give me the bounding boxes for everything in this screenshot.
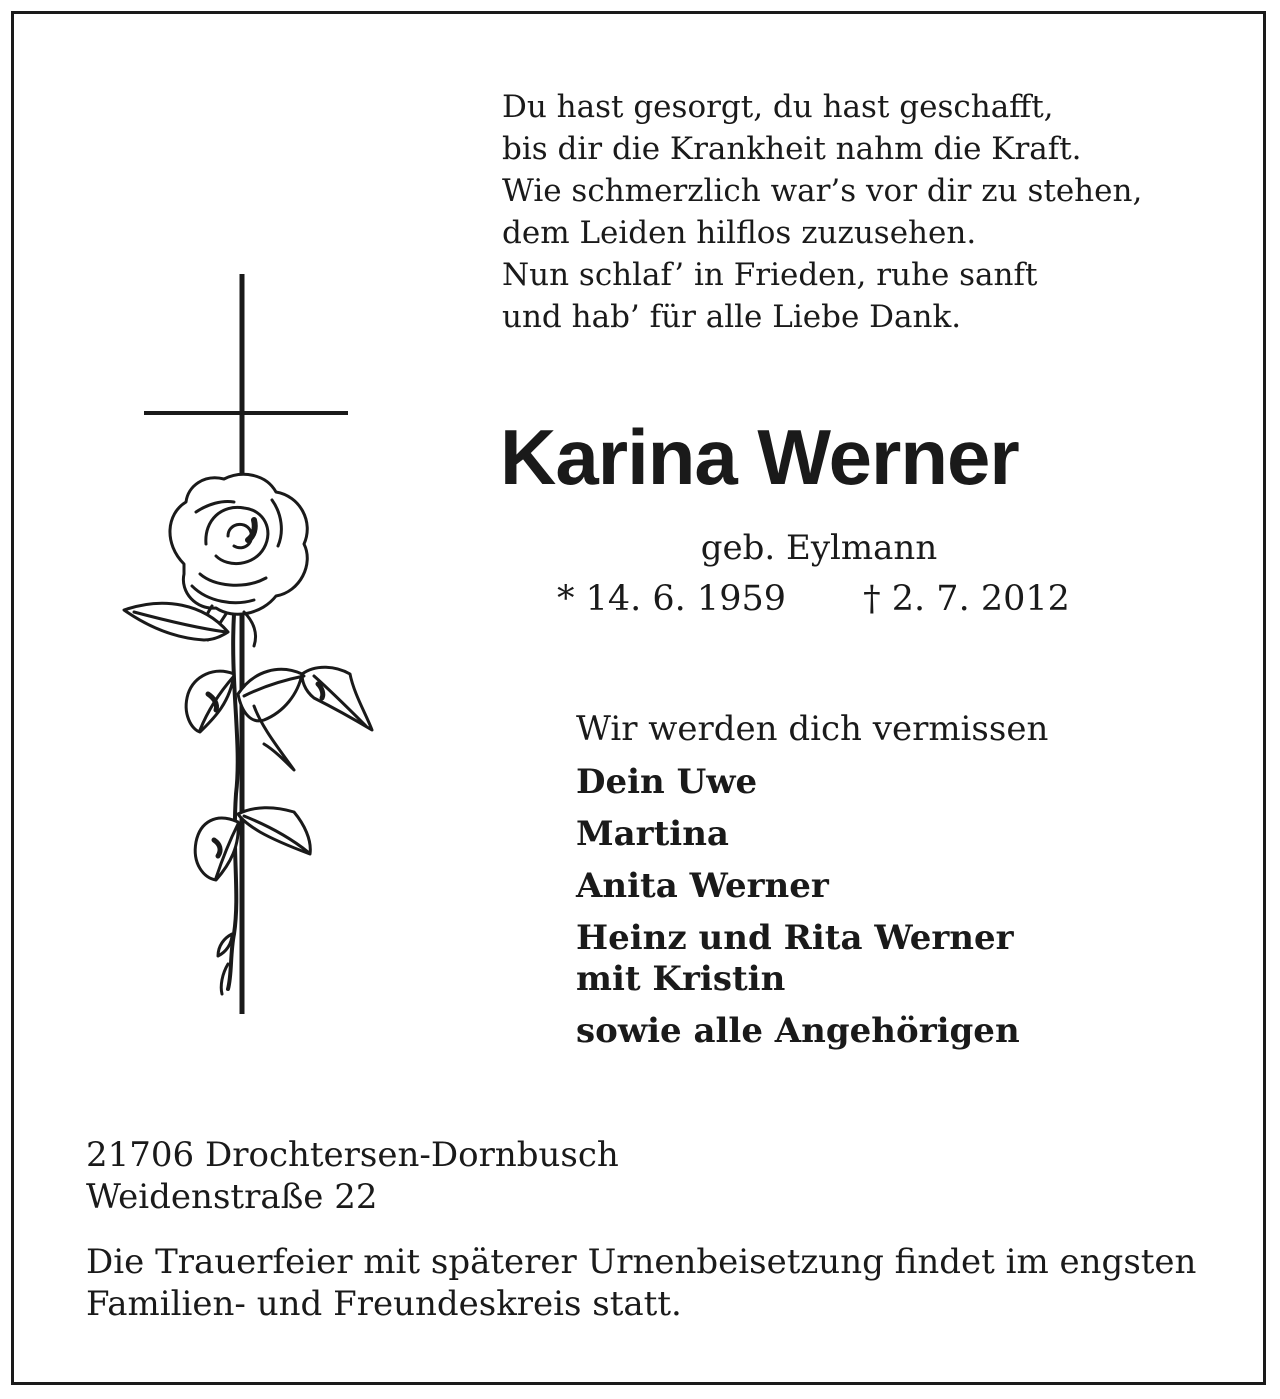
mourner-name: sowie alle Angehörigen (576, 1011, 1020, 1051)
memorial-poem (502, 86, 1142, 338)
mourner-name: Martina (576, 814, 729, 854)
poem-line: Nun schlaf’ in Frieden, ruhe sanft (502, 257, 1038, 293)
birth-name: geb. Eylmann (700, 528, 938, 568)
poem-line: und hab’ für alle Liebe Dank. (502, 299, 962, 335)
address-city: 21706 Drochtersen-Dornbusch (86, 1135, 619, 1175)
mourners-block (576, 707, 1048, 1052)
address-street: Weidenstraße 22 (86, 1177, 378, 1217)
poem-line: dem Leiden hilflos zuzusehen. (502, 215, 977, 251)
cross-icon (144, 274, 348, 1014)
poem-line: Wie schmerzlich war’s vor dir zu stehen, (502, 173, 1143, 209)
birth-date: * 14. 6. 1959 (557, 579, 787, 619)
mourner-name: Heinz und Rita Werner mit Kristin (576, 918, 1014, 999)
life-dates (557, 576, 1070, 622)
rose-icon (124, 474, 372, 994)
mourner-name: Anita Werner (576, 866, 829, 906)
cross-and-rose-emblem (104, 274, 374, 1019)
obituary-notice (11, 11, 1266, 1385)
poem-line: Du hast gesorgt, du hast geschafft, (502, 89, 1054, 125)
poem-line: bis dir die Krankheit nahm die Kraft. (502, 131, 1082, 167)
death-date: † 2. 7. 2012 (863, 579, 1070, 619)
mourners-intro: Wir werden dich vermissen (576, 709, 1049, 749)
mourner-name: Dein Uwe (576, 762, 758, 802)
ceremony-note: Die Trauerfeier mit späterer Urnenbeisetzung findet im engsten Familien- und Freundeskreis statt. (86, 1242, 1197, 1324)
deceased-name: Karina Werner (500, 413, 1019, 501)
family-address (86, 1134, 619, 1218)
